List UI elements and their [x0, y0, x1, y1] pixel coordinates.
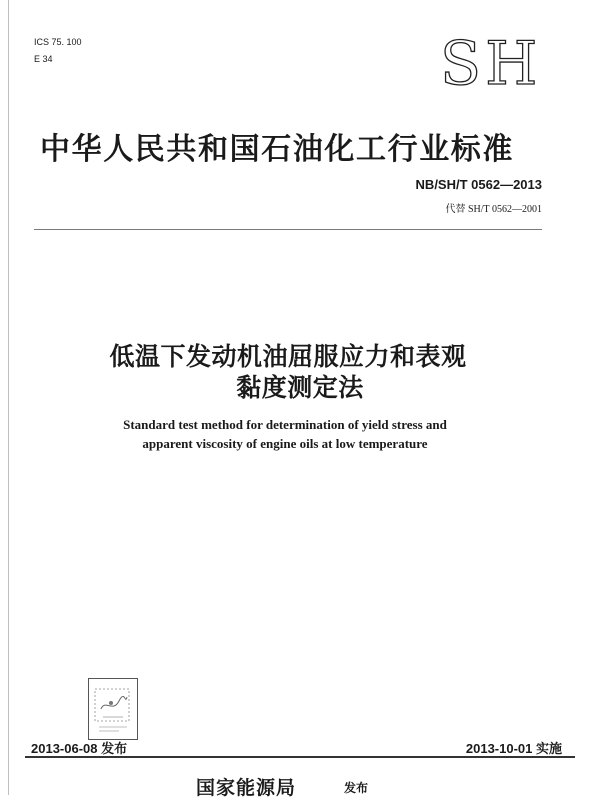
stamp-box [88, 678, 138, 740]
title-en-line2: apparent viscosity of engine oils at low temperature [142, 436, 428, 451]
footer-divider [25, 756, 575, 758]
implement-date: 2013-10-01 实施 [465, 741, 562, 756]
issuer-verb: 发布 [344, 781, 369, 795]
sh-logo: SH [440, 29, 542, 99]
ics-code: ICS 75. 100 [34, 37, 82, 47]
standard-number: NB/SH/T 0562—2013 [415, 177, 542, 192]
header-divider [34, 229, 542, 230]
stamp-scribble-icon [89, 679, 137, 739]
title-en-line1: Standard test method for determination of yield stress and [123, 417, 447, 432]
replaces-standard: 代替 SH/T 0562—2001 [445, 204, 542, 215]
main-title: 中华人民共和国石油化工行业标准 [40, 132, 514, 167]
title-cn-line1: 低温下发动机油屈服应力和表观 [109, 342, 467, 371]
issuer: 国家能源局 [196, 777, 297, 799]
publish-date: 2013-06-08 发布 [31, 741, 128, 756]
title-cn-line2: 黏度测定法 [236, 373, 364, 402]
classification-code: E 34 [34, 54, 53, 64]
